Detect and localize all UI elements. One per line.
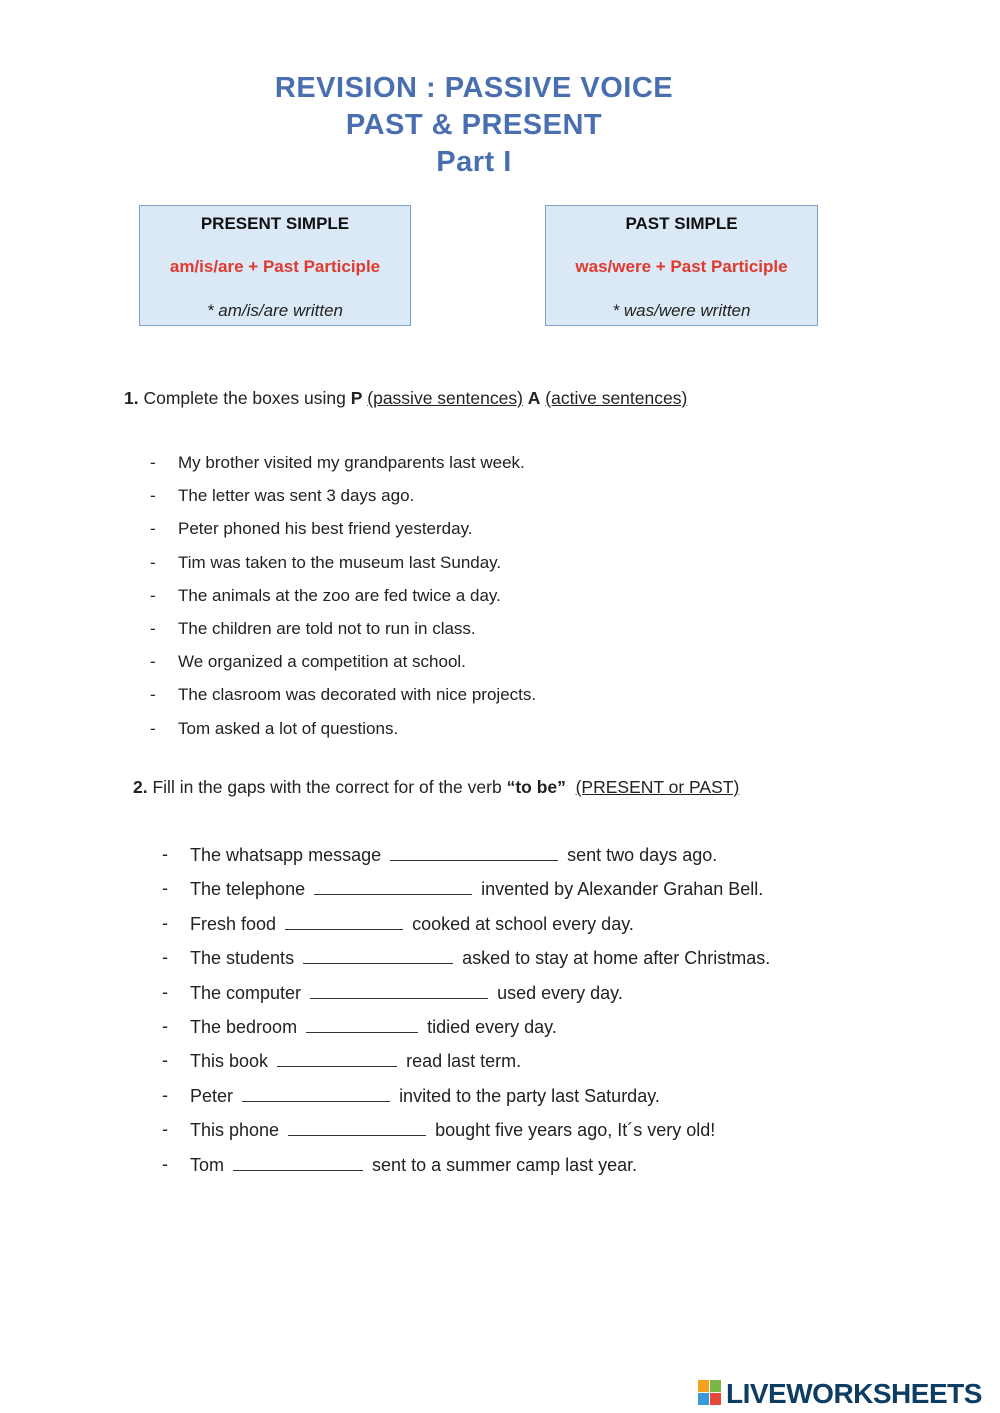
tense-note: (PRESENT or PAST) xyxy=(575,777,740,797)
answer-gap[interactable] xyxy=(288,1119,426,1136)
gap-text-after: invited to the party last Saturday. xyxy=(399,1085,660,1106)
gap-text-after: bought five years ago, It´s very old! xyxy=(435,1120,716,1141)
sentence-text: The children are told not to run in class. xyxy=(178,618,476,638)
answer-gap[interactable] xyxy=(314,878,472,895)
worksheet-subtitle: PAST & PRESENT xyxy=(345,109,603,141)
answer-gap[interactable] xyxy=(303,947,453,964)
passive-letter: P xyxy=(350,388,363,408)
bullet-dash: - xyxy=(162,1084,168,1105)
passive-description: (passive sentences) xyxy=(367,388,523,408)
bullet-dash: - xyxy=(150,718,156,738)
gap-text-before: The bedroom xyxy=(190,1016,298,1037)
box-example: * was/were written xyxy=(612,301,751,320)
bullet-dash: - xyxy=(162,912,168,933)
box-formula: was/were + Past Participle xyxy=(575,257,788,276)
gap-text-after: asked to stay at home after Christmas. xyxy=(462,948,771,969)
past-simple-box xyxy=(545,205,818,326)
box-example: * am/is/are written xyxy=(206,301,344,320)
gap-text-after: invented by Alexander Grahan Bell. xyxy=(481,879,764,900)
gap-text-after: tidied every day. xyxy=(427,1016,557,1037)
answer-gap[interactable] xyxy=(233,1154,363,1171)
logo-grid-icon xyxy=(698,1380,722,1406)
bullet-dash: - xyxy=(150,685,156,705)
sentence-text: My brother visited my grandparents last week. xyxy=(178,453,525,472)
active-description: (active sentences) xyxy=(545,388,688,408)
bullet-dash: - xyxy=(150,552,156,572)
instruction-text: Fill in the gaps with the correct for of the verb xyxy=(152,777,502,797)
answer-gap[interactable] xyxy=(277,1050,397,1067)
bullet-dash: - xyxy=(162,1050,168,1071)
gap-text-before: This phone xyxy=(190,1120,280,1141)
exercise-number: 2. xyxy=(133,777,148,797)
sentence-text: The animals at the zoo are fed twice a day. xyxy=(178,585,501,605)
sentence-text: Tim was taken to the museum last Sunday. xyxy=(178,552,502,572)
logo-text: LIVEWORKSHEETS xyxy=(726,1378,982,1409)
bullet-dash: - xyxy=(150,585,156,605)
bullet-dash: - xyxy=(162,844,168,864)
gap-text-after: sent to a summer camp last year. xyxy=(372,1154,638,1175)
bullet-dash: - xyxy=(162,1015,168,1036)
worksheet-part: Part I xyxy=(436,146,512,178)
gap-text-after: read last term. xyxy=(406,1051,522,1072)
exercise-2-instruction xyxy=(133,777,739,798)
sentence-text: Tom asked a lot of questions. xyxy=(178,718,399,738)
bullet-dash: - xyxy=(150,652,156,672)
gap-text-before: Fresh food xyxy=(190,913,277,934)
box-formula: am/is/are + Past Participle xyxy=(169,257,381,276)
bullet-dash: - xyxy=(150,486,156,506)
gap-text-before: The students xyxy=(190,948,295,969)
answer-gap[interactable] xyxy=(310,982,488,999)
exercise-number: 1. xyxy=(124,388,139,408)
gap-text-after: sent two days ago. xyxy=(567,845,718,865)
sentence-text: The clasroom was decorated with nice projects. xyxy=(178,685,537,705)
gap-text-before: The whatsapp message xyxy=(190,845,382,865)
sentence-text: We organized a competition at school. xyxy=(178,652,466,672)
sentence-text: Peter phoned his best friend yesterday. xyxy=(178,519,473,539)
gap-text-before: The telephone xyxy=(190,879,306,900)
gap-text-before: This book xyxy=(190,1051,269,1072)
bullet-dash: - xyxy=(162,1119,168,1140)
answer-gap[interactable] xyxy=(242,1085,390,1102)
gap-text-after: used every day. xyxy=(497,982,623,1003)
bullet-dash: - xyxy=(150,453,156,472)
gap-text-before: The computer xyxy=(190,982,302,1003)
gap-text-after: cooked at school every day. xyxy=(412,913,634,934)
gap-text-before: Peter xyxy=(190,1085,234,1106)
sentence-text: The letter was sent 3 days ago. xyxy=(178,486,415,506)
answer-gap[interactable] xyxy=(285,913,403,930)
bullet-dash: - xyxy=(150,519,156,539)
active-letter: A xyxy=(527,388,541,408)
bullet-dash: - xyxy=(162,878,168,899)
bullet-dash: - xyxy=(150,618,156,638)
answer-gap[interactable] xyxy=(390,844,558,861)
verb-to-be: “to be” xyxy=(506,777,566,797)
box-heading: PRESENT SIMPLE xyxy=(200,214,350,233)
bullet-dash: - xyxy=(162,981,168,1002)
exercise-1-instruction xyxy=(124,388,687,409)
bullet-dash: - xyxy=(162,1153,168,1174)
answer-gap[interactable] xyxy=(306,1016,418,1033)
instruction-text: Complete the boxes using xyxy=(143,388,346,408)
box-heading: PAST SIMPLE xyxy=(625,214,738,233)
present-simple-box xyxy=(139,205,411,326)
bullet-dash: - xyxy=(162,947,168,968)
gap-text-before: Tom xyxy=(190,1154,225,1175)
worksheet-title: REVISION : PASSIVE VOICE xyxy=(274,72,674,104)
